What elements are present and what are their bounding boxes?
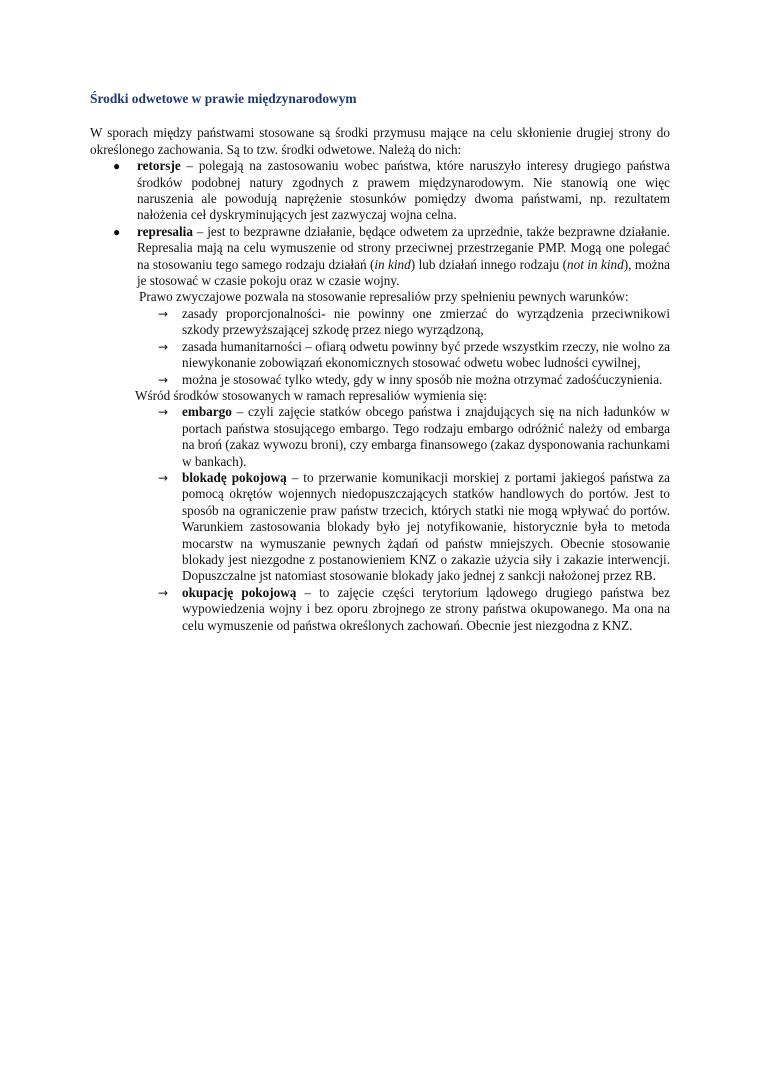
document-title: Środki odwetowe w prawie międzynarodowym (90, 91, 357, 106)
list-item-retorsje (113, 158, 670, 224)
list-item-blokada (158, 469, 670, 585)
condition-text: można je stosować tylko wtedy, gdy w inny sposób nie można otrzymać zadośćuczynienia. (182, 371, 663, 387)
retorsje-definition: – polegają na zastosowaniu wobec państwa, które naruszyło interesy drugiego państwa środków podobnej natury zgodnych z prawem międzynarodowym. Nie stanowią one więc naruszenia ale powodują naprężenie stosunków pomiędzy dwoma państwami, np. rezultatem nałożenia ceł dyskryminujących jest zazwyczaj wojna celna. (137, 158, 670, 223)
term-represalia: represalia (137, 223, 193, 239)
list-item-okupacja (158, 584, 670, 634)
not-in-kind-phrase: not in kind (567, 256, 624, 272)
measures-type-list (90, 158, 670, 289)
conditions-intro: Prawo zwyczajowe pozwala na stosowanie represaliów przy spełnieniu pewnych warunków: (139, 289, 629, 305)
term-okupacja: okupację pokojową (182, 584, 297, 600)
list-item (158, 371, 670, 388)
blokada-definition: – to przerwanie komunikacji morskiej z portami jakiegoś państwa za pomocą okrętów wojennych niedopuszczających statków handlowych do portów. Jest to sposób na ograniczenie praw państw trzecich, których statki nie mogą wpływać do portów. Warunkiem zastosowania blokady było jej notyfikowanie, historycznie była to metoda mocarstw na wymuszanie pewnych żądań od państw mniejszych. Obecnie stosowanie blokady jest niezgodne z postanowieniem KNZ o zakazie użycia siły i zakazie interwencji. Dopuszczalne jst natomiast stosowanie blokady jako jednej z sankcji nałożonej przez RB. (182, 469, 670, 584)
embargo-definition: – czyli zajęcie statków obcego państwa i znajdujących się na nich ładunków w portach państwa stosującego embargo. Tego rodzaju embargo odróżnić należy od embarga na broń (zakaz wywozu broni), czy embarga finansowego (zakaz dysponowania rachunkami w bankach). (182, 404, 670, 469)
bullet-icon: ● (113, 159, 121, 174)
term-retorsje: retorsje (137, 158, 181, 174)
term-blokada: blokadę pokojową (182, 469, 287, 485)
list-item (158, 305, 670, 339)
measures-intro: Wśród środków stosowanych w ramach represaliów wymienia się: (135, 387, 487, 403)
condition-text: zasady proporcjonalności- nie powinny one zmierzać do wyrządzenia przeciwnikowi szkody przewyższającej szkodę przez niego wyrządzoną, (182, 305, 670, 338)
arrow-right-icon: → (158, 585, 169, 600)
conditions-list (90, 306, 670, 388)
represalia-definition-part3: ), można je stosować w czasie pokoju oraz w czasie wojny. (137, 256, 670, 289)
arrow-right-icon: → (158, 372, 169, 387)
term-embargo: embargo (182, 404, 232, 420)
list-item (158, 338, 670, 372)
arrow-right-icon: → (158, 339, 169, 354)
intro-paragraph: W sporach między państwami stosowane są środki przymusu mające na celu skłonienie drugiej strony do określonego zachowania. Są to tzw. środki odwetowe. Należą do nich: (90, 125, 670, 157)
list-item-embargo (158, 404, 670, 470)
reprisal-measures-list (90, 404, 670, 634)
arrow-right-icon: → (158, 306, 169, 321)
condition-text: zasada humanitarności – ofiarą odwetu powinny być przede wszystkim rzeczy, nie wolno za niewykonanie zobowiązań ekonomicznych stosować odwetu wobec ludności cywilnej, (182, 338, 670, 371)
arrow-right-icon: → (158, 470, 169, 485)
in-kind-phrase: in kind (374, 256, 411, 272)
bullet-icon: ● (113, 224, 121, 239)
list-item-represalia (113, 223, 670, 290)
represalia-definition-part2: ) lub działań innego rodzaju ( (410, 256, 568, 272)
represalia-definition-part1: – jest to bezprawne działanie, będące odwetem za uprzednie, także bezprawne działanie. Represalia mają na celu wymuszenie od strony przeciwnej przestrzeganie PMP. Mogą one polegać na stosowaniu tego samego rodzaju działań ( (137, 223, 670, 272)
arrow-right-icon: → (158, 405, 169, 420)
okupacja-definition: – to zajęcie części terytorium lądowego drugiego państwa bez wypowiedzenia wojny i bez oporu zbrojnego ze strony państwa okupowanego. Ma ona na celu wymuszenie od państwa określonych zachowań. Obecnie jest niezgodna z KNZ. (182, 584, 670, 633)
